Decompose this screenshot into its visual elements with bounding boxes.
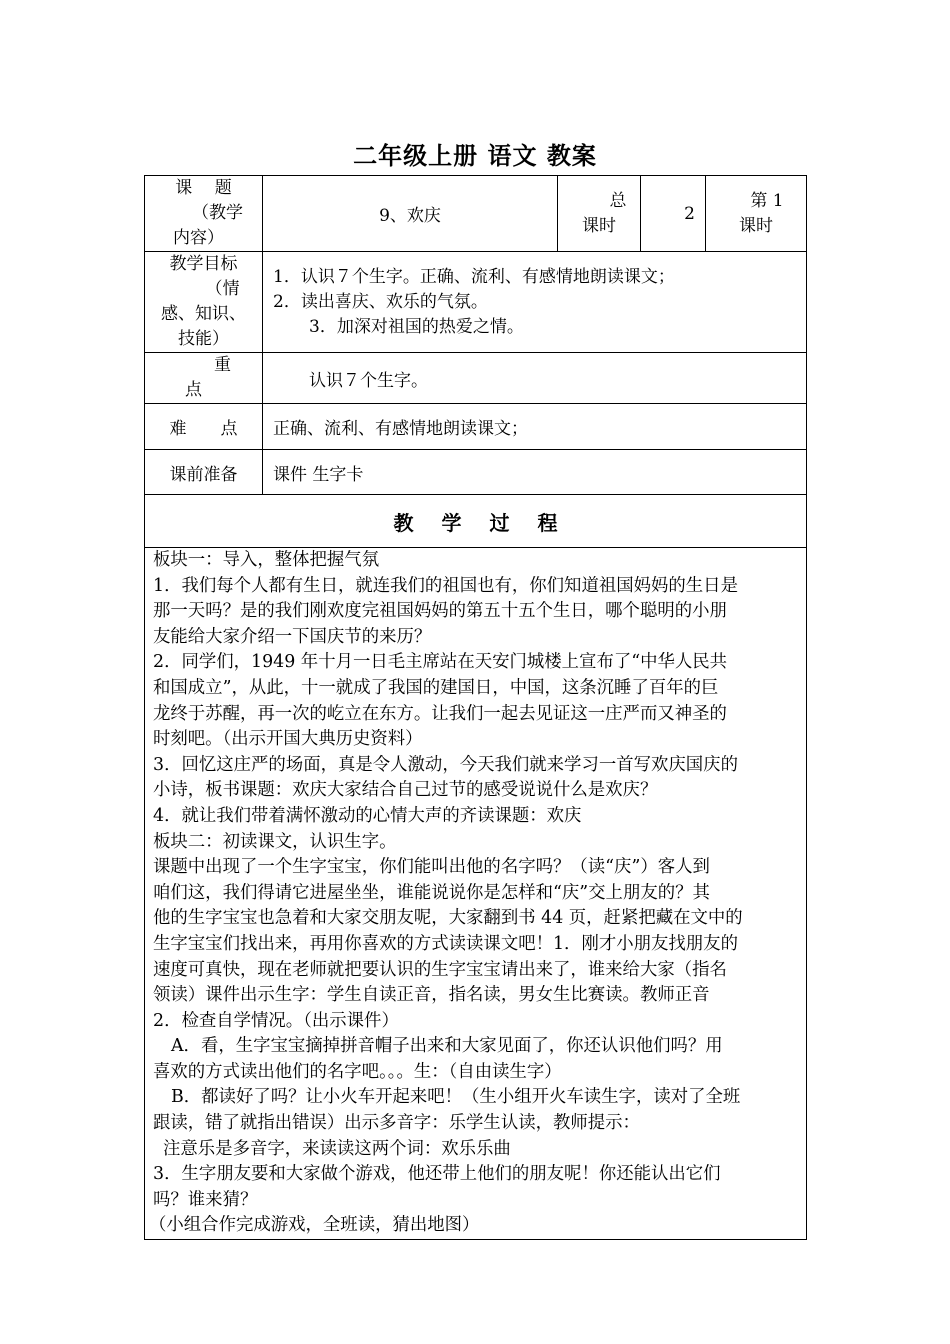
process-line: 小诗，板书课题：欢庆大家结合自己过节的感受说说什么是欢庆？ <box>153 780 658 801</box>
process-line: 龙终于苏醒，再一次的屹立在东方。让我们一起去见证这一庄严而又神圣的 <box>153 703 727 724</box>
process-line: 板块一：导入，整体把握气氛 <box>153 550 380 570</box>
process-line: （小组合作完成游戏，全班读，猜出地图） <box>149 1215 480 1236</box>
goals-label-line2: （情 <box>205 279 240 299</box>
process-line: 和国成立”，从此，十一就成了我国的建国日，中国，这条沉睡了百年的巨 <box>153 677 719 698</box>
process-line: 领读）课件出示生字：学生自读正音，指名读，男女生比赛读。教师正音 <box>153 985 710 1006</box>
difficulty-value: 正确、流利、有感情地朗读课文； <box>263 404 807 450</box>
total-hours-label <box>558 176 641 252</box>
goals-label-line3: 感、知识、 <box>161 304 246 324</box>
process-line: 吗？谁来猜？ <box>153 1189 258 1210</box>
difficulty-label: 难 点 <box>145 404 263 450</box>
process-heading-row <box>145 495 807 548</box>
goals-row <box>145 252 807 353</box>
process-body <box>145 548 807 1240</box>
key-point-label <box>145 353 263 404</box>
process-line: 2．检查自学情况。（出示课件） <box>153 1010 399 1031</box>
topic-label-line1: 课 题 <box>175 178 232 198</box>
process-line: 1．我们每个人都有生日，就连我们的祖国也有，你们知道祖国妈妈的生日是 <box>153 575 738 596</box>
preparation-label: 课前准备 <box>145 450 263 495</box>
process-body-row <box>145 548 807 1240</box>
topic-label-line3: 内容） <box>173 228 224 248</box>
process-line: 咱们这，我们得请它进屋坐坐，谁能说说你是怎样和“庆”交上朋友的？其 <box>153 882 710 903</box>
preparation-row <box>145 450 807 495</box>
lesson-number-label-line2: 课时 <box>739 215 773 236</box>
topic-row <box>145 176 807 252</box>
key-point-row <box>145 353 807 404</box>
document-title: 二年级上册 语文 教案 <box>353 141 597 170</box>
key-point-label-line2: 点 <box>185 380 202 400</box>
preparation-value: 课件 生字卡 <box>263 450 807 495</box>
process-line: 课题中出现了一个生字宝宝，你们能叫出他的名字吗？（读“庆”）客人到 <box>153 857 710 878</box>
process-line: 那一天吗？是的我们刚欢度完祖国妈妈的第五十五个生日，哪个聪明的小朋 <box>153 601 727 622</box>
process-line: A．看，生字宝宝摘掉拼音帽子出来和大家见面了，你还认识他们吗？用 <box>171 1036 723 1057</box>
process-line: 注意乐是多音字，来读读这两个词：欢乐乐曲 <box>163 1138 511 1159</box>
process-line: 友能给大家介绍一下国庆节的来历？ <box>153 626 432 647</box>
goal-item: 2．读出喜庆、欢乐的气氛。 <box>273 291 488 312</box>
key-point-value: 认识７个生字。 <box>263 353 807 404</box>
key-point-label-line1: 重 <box>214 355 231 375</box>
process-line: 3．生字朋友要和大家做个游戏，他还带上他们的朋友呢！你还能认出它们 <box>153 1164 721 1185</box>
topic-value: 9、欢庆 <box>263 176 558 252</box>
total-hours-value: 2 <box>641 176 706 252</box>
process-line: 4．就让我们带着满怀激动的心情大声的齐读课题：欢庆 <box>153 805 582 826</box>
process-line: 时刻吧。（出示开国大典历史资料） <box>153 729 423 750</box>
topic-label <box>145 176 263 252</box>
topic-label-line2: （教学 <box>192 203 243 223</box>
lesson-number-label <box>706 176 807 252</box>
total-hours-label-line1: 总 <box>609 190 627 211</box>
process-line: B．都读好了吗？让小火车开起来吧！（生小组开火车读生字，读对了全班 <box>171 1087 741 1108</box>
difficulty-row <box>145 404 807 450</box>
lesson-plan-table <box>144 175 807 1240</box>
goal-item: 1．认识７个生字。正确、流利、有感情地朗读课文； <box>273 266 675 287</box>
process-line: 跟读，错了就指出错误）出示多音字：乐学生认读，教师提示： <box>153 1113 640 1134</box>
process-line: 生字宝宝们找出来，再用你喜欢的方式读读课文吧！1．刚才小朋友找朋友的 <box>153 933 738 954</box>
process-line: 板块二：初读课文，认识生字。 <box>153 831 397 852</box>
process-line: 速度可真快，现在老师就把要认识的生字宝宝请出来了，谁来给大家（指名 <box>153 959 727 980</box>
goals-label-line1: 教学目标 <box>169 254 238 274</box>
lesson-number-label-line1: 第 1 <box>750 190 784 211</box>
process-line: 3．回忆这庄严的场面，真是令人激动，今天我们就来学习一首写欢庆国庆的 <box>153 754 738 775</box>
total-hours-label-line2: 课时 <box>582 215 616 236</box>
goals-label-line4: 技能） <box>178 329 229 349</box>
goal-item: 3．加深对祖国的热爱之情。 <box>309 316 524 337</box>
process-line: 他的生字宝宝也急着和大家交朋友呢，大家翻到书 44 页，赶紧把藏在文中的 <box>153 908 743 929</box>
process-line: 2．同学们，1949 年十月一日毛主席站在天安门城楼上宣布了“中华人民共 <box>153 652 728 673</box>
goals-label <box>145 252 263 353</box>
goals-list <box>263 252 807 353</box>
process-heading: 教学过程 <box>145 495 807 548</box>
process-line: 喜欢的方式读出他们的名字吧。。。生：（自由读生字） <box>153 1061 562 1082</box>
